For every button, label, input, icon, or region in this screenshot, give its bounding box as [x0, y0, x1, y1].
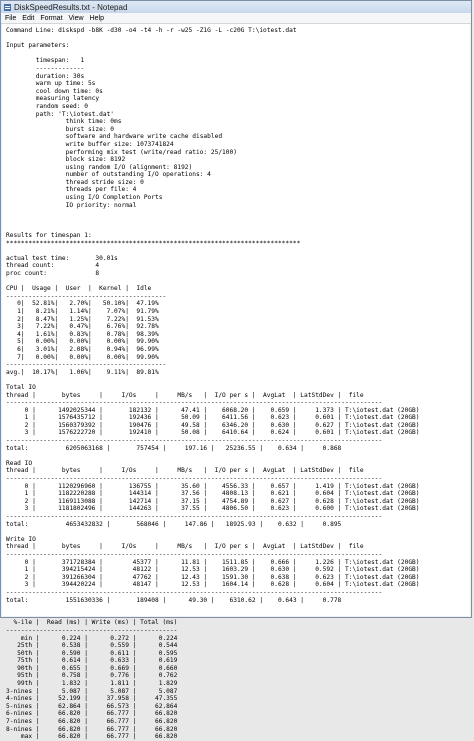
text-line: 0 | 1492025344 | 182132 | 47.41 | 6068.20 | 0.659 | 1.373 | T:\iotest.dat (20GB): [6, 406, 420, 414]
text-line: total: 1551630336 | 189408 | 49.30 | 6310.62 | 0.643 | 0.778: [6, 596, 342, 604]
text-line: Total IO: [6, 383, 36, 391]
text-line: using random I/O (alignment: 8192): [6, 163, 193, 171]
text-editor[interactable]: [2, 24, 470, 741]
text-line: total: 4653432832 | 568046 | 147.86 | 18925.93 | 0.632 | 0.895: [6, 520, 342, 528]
text-line: 7| 0.00%| 0.00%| 0.00%| 99.90%: [6, 353, 159, 361]
text-line: -----------------------------------------------------------------------------------------------------: [6, 550, 383, 558]
text-line: 99th | 1.832 | 1.811 | 1.829: [6, 680, 178, 688]
text-line: [6, 528, 470, 536]
text-line: thread stride size: 0: [6, 178, 144, 186]
text-line: number of outstanding I/O operations: 4: [6, 171, 211, 179]
text-line: avg.| 10.17%| 1.06%| 9.11%| 89.81%: [6, 368, 159, 376]
text-line: [6, 278, 470, 286]
text-line: threads per file: 4: [6, 186, 137, 194]
text-line: -------------------------------------------: [6, 292, 167, 300]
menu-edit[interactable]: Edit: [22, 14, 35, 22]
text-line: 0 | 371728384 | 45377 | 11.81 | 1511.85 | 0.666 | 1.226 | T:\iotest.dat (20GB): [6, 558, 420, 566]
text-line: thread | bytes | I/Os | MB/s | I/O per s | AvgLat | LatStdDev | file: [6, 467, 364, 475]
text-line: [6, 612, 470, 620]
text-line: software and hardware write cache disabled: [6, 133, 223, 141]
text-line: using I/O Completion Ports: [6, 194, 163, 202]
menu-file[interactable]: File: [5, 14, 17, 22]
text-line: 6-nines | 66.820 | 66.777 | 66.820: [6, 710, 178, 718]
menu-format[interactable]: Format: [40, 14, 63, 22]
text-line: path: 'T:\iotest.dat': [6, 110, 115, 118]
text-line: 3-nines | 5.087 | 5.087 | 5.087: [6, 687, 178, 695]
text-line: burst size: 0: [6, 125, 115, 133]
text-line: 5-nines | 62.864 | 66.573 | 62.864: [6, 702, 178, 710]
text-line: 1 | 394215424 | 48122 | 12.53 | 1603.29 | 0.630 | 0.592 | T:\iotest.dat (20GB): [6, 566, 420, 574]
text-line: [6, 209, 470, 217]
text-line: -----------------------------------------------------------------------------------------------------: [6, 513, 383, 520]
text-line: -------------------------------------------: [6, 361, 167, 369]
text-line: 90th | 0.655 | 0.669 | 0.660: [6, 664, 178, 672]
text-line: warm up time: 5s: [6, 80, 96, 88]
menu-view[interactable]: View: [68, 14, 84, 22]
text-line: max | 66.820 | 66.777 | 66.820: [6, 733, 178, 741]
text-line: timespan: 1: [6, 57, 85, 65]
text-line: think time: 0ms: [6, 118, 122, 126]
text-line: thread count: 4: [6, 262, 100, 270]
text-line: [6, 217, 470, 225]
text-line: 3 | 1181802496 | 144263 | 37.55 | 4806.50 | 0.623 | 0.600 | T:\iotest.dat (20GB): [6, 505, 420, 513]
text-line: random seed: 0: [6, 102, 88, 110]
text-line: IO priority: normal: [6, 201, 137, 209]
text-line: duration: 30s: [6, 72, 85, 80]
text-line: 2| 8.47%| 1.25%| 7.22%| 91.53%: [6, 315, 159, 323]
text-line: thread | bytes | I/Os | MB/s | I/O per s | AvgLat | LatStdDev | file: [6, 391, 364, 399]
text-line: -------------: [6, 64, 85, 72]
text-line: 1| 8.21%| 1.14%| 7.07%| 91.79%: [6, 307, 159, 315]
window-title: DiskSpeedResults.txt - Notepad: [14, 2, 128, 12]
text-line: CPU | Usage | User | Kernel | Idle: [6, 285, 152, 293]
text-line: 2 | 1169113088 | 142714 | 37.15 | 4754.89 | 0.627 | 0.628 | T:\iotest.dat (20GB): [6, 497, 420, 505]
text-line: actual test time: 30.01s: [6, 254, 118, 262]
text-line: *******************************************************************************: [6, 239, 301, 247]
text-line: performing mix test (write/read ratio: 25/100): [6, 148, 237, 156]
text-line: cool down time: 0s: [6, 87, 103, 95]
text-line: [6, 50, 470, 58]
text-line: 25th | 0.538 | 0.559 | 0.544: [6, 642, 178, 650]
text-line: proc count: 8: [6, 270, 100, 277]
text-line: 4-nines | 52.199 | 37.958 | 47.355: [6, 695, 178, 703]
text-line: Command Line: diskspd -b8K -d30 -o4 -t4 -h -r -w25 -Z1G -L -c20G T:\iotest.dat: [6, 27, 297, 34]
text-line: 6| 3.01%| 2.08%| 0.94%| 96.99%: [6, 345, 159, 353]
text-line: 75th | 0.614 | 0.633 | 0.619: [6, 657, 178, 665]
text-line: 8-nines | 66.820 | 66.777 | 66.820: [6, 725, 178, 733]
text-line: Results for timespan 1:: [6, 232, 92, 240]
text-line: 3 | 1576222720 | 192410 | 50.08 | 6410.64 | 0.624 | 0.601 | T:\iotest.dat (20GB): [6, 429, 420, 437]
text-line: 1 | 1182220288 | 144314 | 37.56 | 4808.13 | 0.621 | 0.604 | T:\iotest.dat (20GB): [6, 490, 420, 498]
text-line: measuring latency: [6, 95, 100, 103]
text-line: [6, 376, 470, 384]
text-line: 50th | 0.590 | 0.611 | 0.595: [6, 649, 178, 657]
text-line: min | 0.224 | 0.272 | 0.224: [6, 634, 178, 642]
notepad-icon: [4, 4, 11, 11]
text-line: 3| 7.22%| 0.47%| 6.76%| 92.78%: [6, 323, 159, 331]
document-text: [2, 24, 470, 741]
menu-bar: [1, 13, 471, 24]
text-line: total: 6205063168 | 757454 | 197.16 | 25236.55 | 0.634 | 0.868: [6, 444, 342, 452]
text-line: [6, 224, 470, 232]
title-bar[interactable]: [1, 1, 471, 13]
text-line: 0 | 1120296960 | 136755 | 35.60 | 4556.33 | 0.657 | 1.419 | T:\iotest.dat (20GB): [6, 482, 420, 490]
text-line: 0| 52.81%| 2.70%| 50.10%| 47.19%: [6, 300, 159, 308]
text-line: ----------------------------------------------: [6, 626, 178, 634]
text-line: 7-nines | 66.820 | 66.777 | 66.820: [6, 718, 178, 726]
text-line: Read IO: [6, 459, 33, 467]
text-line: 3 | 394420224 | 48147 | 12.53 | 1604.14 | 0.628 | 0.604 | T:\iotest.dat (20GB): [6, 581, 420, 589]
text-line: 5| 0.00%| 0.00%| 0.00%| 99.90%: [6, 338, 159, 346]
text-line: -----------------------------------------------------------------------------------------------------: [6, 437, 383, 445]
text-line: 1 | 1576435712 | 192436 | 50.09 | 6411.56 | 0.623 | 0.601 | T:\iotest.dat (20GB): [6, 414, 420, 422]
text-line: -----------------------------------------------------------------------------------------------------: [6, 475, 383, 483]
text-line: Input parameters:: [6, 42, 70, 50]
menu-help[interactable]: Help: [89, 14, 104, 22]
text-line: block size: 8192: [6, 156, 126, 164]
text-line: [6, 35, 470, 43]
text-line: 95th | 0.758 | 0.776 | 0.762: [6, 672, 178, 680]
text-line: [6, 247, 470, 255]
text-line: write buffer size: 1073741824: [6, 140, 174, 148]
text-line: Write IO: [6, 535, 36, 543]
text-line: [6, 604, 470, 612]
text-line: 2 | 1560379392 | 190476 | 49.58 | 6346.20 | 0.630 | 0.627 | T:\iotest.dat (20GB): [6, 421, 420, 429]
text-line: 4| 1.61%| 0.83%| 0.78%| 98.39%: [6, 330, 159, 338]
text-line: 2 | 391266304 | 47762 | 12.43 | 1591.30 | 0.638 | 0.623 | T:\iotest.dat (20GB): [6, 573, 420, 581]
text-line: [6, 452, 470, 460]
text-line: -----------------------------------------------------------------------------------------------------: [6, 588, 383, 596]
text-line: thread | bytes | I/Os | MB/s | I/O per s | AvgLat | LatStdDev | file: [6, 543, 364, 551]
text-line: -----------------------------------------------------------------------------------------------------: [6, 399, 383, 407]
text-line: %-ile | Read (ms) | Write (ms) | Total (ms): [6, 619, 178, 627]
